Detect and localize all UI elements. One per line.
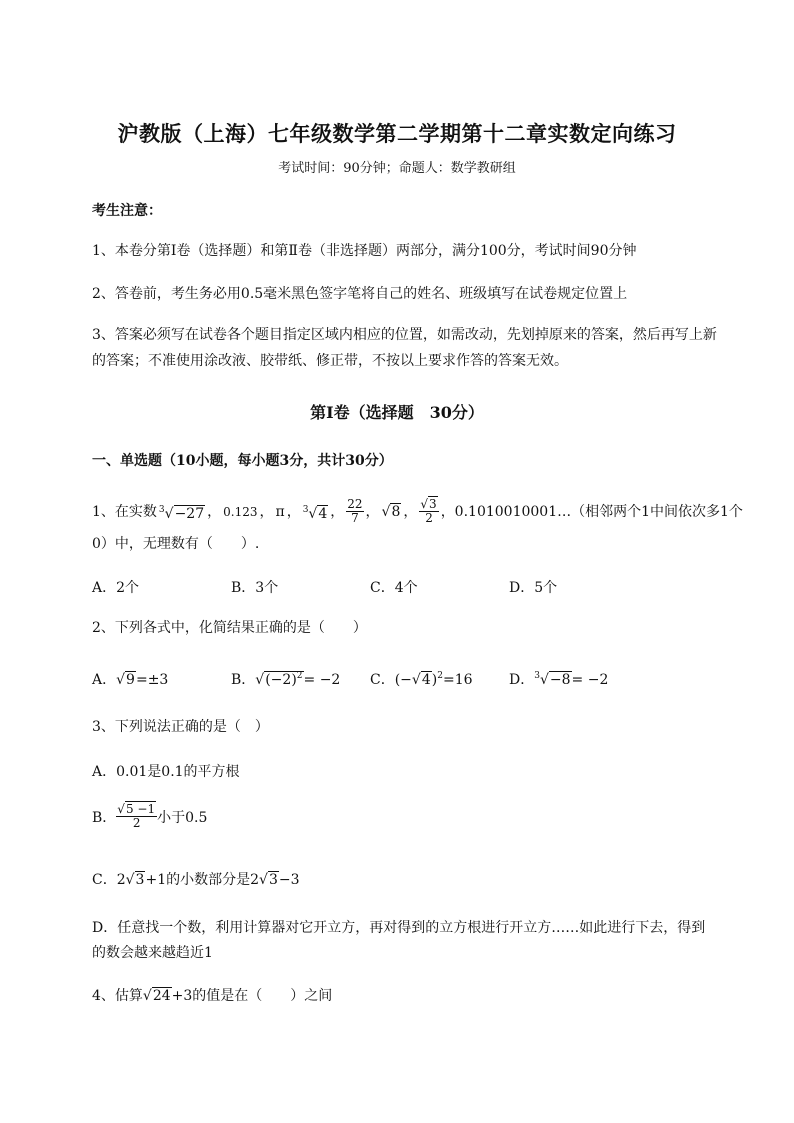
q3-option-d[interactable]: D．任意找一个数，利用计算器对它开立方，再对得到的立方根进行开立方……如此进行下去，得到 <box>92 920 706 936</box>
q1-option-a[interactable]: A．2个 <box>92 580 140 596</box>
q1-prefix: 1、在实数 <box>92 503 157 520</box>
notice-item-1: 1、本卷分第Ⅰ卷（选择题）和第Ⅱ卷（非选择题）两部分，满分100分，考试时间90分钟 <box>92 243 637 259</box>
q2-option-b[interactable]: B．$√(-2)^2= -2$ <box>231 671 341 688</box>
q1-pi: π <box>275 503 285 520</box>
q2-option-a[interactable]: A．√9=±3 <box>92 672 169 688</box>
q3-option-c[interactable]: C．2√3+1的小数部分是2√3−3 <box>92 872 300 888</box>
q3-option-a[interactable]: A．0.01是0.1的平方根 <box>92 764 240 780</box>
question-1-line-2: 0）中，无理数有（ ）. <box>92 536 260 552</box>
q1-option-d[interactable]: D．5个 <box>509 580 558 596</box>
q3-b-fraction: $\frac{√5 -1}{2}$ <box>117 802 156 830</box>
question-2-stem: 2、下列各式中，化简结果正确的是（ ） <box>92 620 367 636</box>
q1-option-c[interactable]: C．4个 <box>370 580 418 596</box>
q2-option-d[interactable]: D．$^3$√−8= −2 <box>509 671 609 688</box>
q3-option-b[interactable]: B． $\frac{√5 -1}{2}$ 小于0.5 <box>92 802 208 830</box>
section-title: 第Ⅰ卷（选择题 30分） <box>310 403 484 422</box>
notice-item-3: 3、答案必须写在试卷各个题目指定区域内相应的位置，如需改动，先划掉原来的答案，然后再写上新 <box>92 327 717 343</box>
q1-fraction-sqrt3-2: $\frac{√3}{2}$ <box>420 497 437 525</box>
exam-subtitle: 考试时间：90分钟；命题人：数学教研组 <box>278 161 516 176</box>
question-1-line-1: 1、在实数 $^3$√−27 ， 0.123 ， π ， $^3$√4 ， $\frac{22}{7}$ ， √8 ， $\frac{√3}{2}$ ，0.1010010001…（相邻两个1中间依次多1个 <box>92 497 743 525</box>
notice-item-2: 2、答卷前，考生务必用0.5毫米黑色签字笔将自己的姓名、班级填写在试卷规定位置上 <box>92 286 628 302</box>
notice-heading: 考生注意： <box>92 203 162 219</box>
q1-sqrt-8: √8 <box>381 503 401 520</box>
q1-cbrt-4: $^3$√4 <box>302 504 328 522</box>
notice-item-3-cont: 的答案；不准使用涂改液、胶带纸、修正带，不按以上要求作答的答案无效。 <box>92 353 568 369</box>
exam-title: 沪教版（上海）七年级数学第二学期第十二章实数定向练习 <box>117 121 677 146</box>
q3-option-d-cont: 的数会越来越趋近1 <box>92 945 213 961</box>
q1-option-b[interactable]: B．3个 <box>231 580 279 596</box>
question-4-stem: 4、估算√24+3的值是在（ ）之间 <box>92 988 333 1004</box>
question-3-stem: 3、下列说法正确的是（ ） <box>92 719 269 735</box>
q1-fraction-22-7: $\frac{22}{7}$ <box>347 497 363 525</box>
q1-tail: ，0.1010010001…（相邻两个1中间依次多1个 <box>440 503 743 520</box>
q1-repeating-decimal: 0.123 <box>223 504 258 519</box>
q2-option-c[interactable]: C．$(-√4)^2=16$ <box>370 671 473 688</box>
q1-cbrt-neg27: $^3$√−27 <box>158 504 205 522</box>
part-heading: 一、单选题（10小题，每小题3分，共计30分） <box>92 453 393 469</box>
